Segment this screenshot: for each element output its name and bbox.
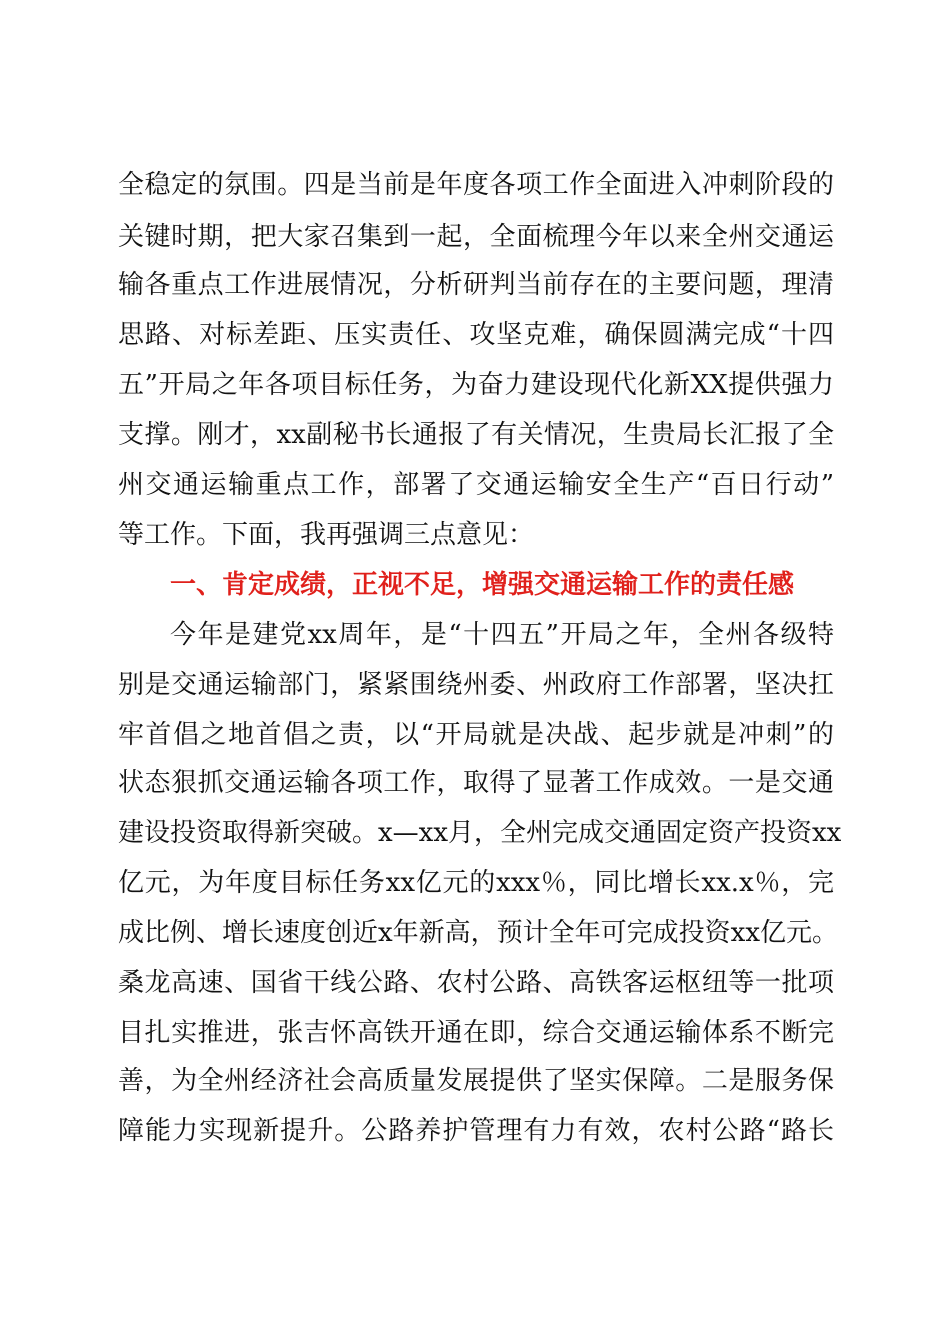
paragraph-2-line-11: 障能力实现新提升。公路养护管理有力有效，农村公路“路长 (118, 1116, 834, 1146)
paragraph-1-line-2: 关键时期，把大家召集到一起，全面梳理今年以来全州交通运 (118, 222, 834, 252)
section-heading: 一、肯定成绩，正视不足，增强交通运输工作的责任感 (170, 570, 795, 600)
paragraph-2-line-2: 别是交通运输部门，紧紧围绕州委、州政府工作部署，坚决扛 (118, 670, 834, 700)
paragraph-1-line-1: 全稳定的氛围。四是当前是年度各项工作全面进入冲刺阶段的 (118, 170, 834, 200)
paragraph-2-line-10: 善，为全州经济社会高质量发展提供了坚实保障。二是服务保 (118, 1066, 834, 1096)
paragraph-2-line-9: 目扎实推进，张吉怀高铁开通在即，综合交通运输体系不断完 (118, 1018, 834, 1048)
paragraph-1-line-5: 五”开局之年各项目标任务，为奋力建设现代化新XX提供强力 (118, 370, 834, 400)
paragraph-2-line-3: 牢首倡之地首倡之责，以“开局就是决战、起步就是冲刺”的 (118, 720, 834, 750)
paragraph-2-line-4: 状态狠抓交通运输各项工作，取得了显著工作成效。一是交通 (118, 768, 834, 798)
paragraph-1-line-6: 支撑。刚才，xx副秘书长通报了有关情况，生贵局长汇报了全 (118, 420, 834, 450)
paragraph-1-line-7: 州交通运输重点工作，部署了交通运输安全生产“百日行动” (118, 470, 834, 500)
paragraph-2-line-6: 亿元，为年度目标任务xx亿元的xxx％，同比增长xx.x％，完 (118, 868, 834, 898)
paragraph-1-line-4: 思路、对标差距、压实责任、攻坚克难，确保圆满完成“十四 (118, 320, 834, 350)
paragraph-1-line-8: 等工作。下面，我再强调三点意见： (118, 520, 535, 550)
paragraph-2-line-1: 今年是建党xx周年，是“十四五”开局之年，全州各级特 (170, 620, 834, 650)
paragraph-1-line-3: 输各重点工作进展情况，分析研判当前存在的主要问题，理清 (118, 270, 834, 300)
paragraph-2-line-8: 桑龙高速、国省干线公路、农村公路、高铁客运枢纽等一批项 (118, 968, 834, 998)
paragraph-2-line-7: 成比例、增长速度创近x年新高，预计全年可完成投资xx亿元。 (118, 918, 838, 948)
paragraph-2-line-5: 建设投资取得新突破。x—xx月，全州完成交通固定资产投资xx (118, 818, 842, 848)
